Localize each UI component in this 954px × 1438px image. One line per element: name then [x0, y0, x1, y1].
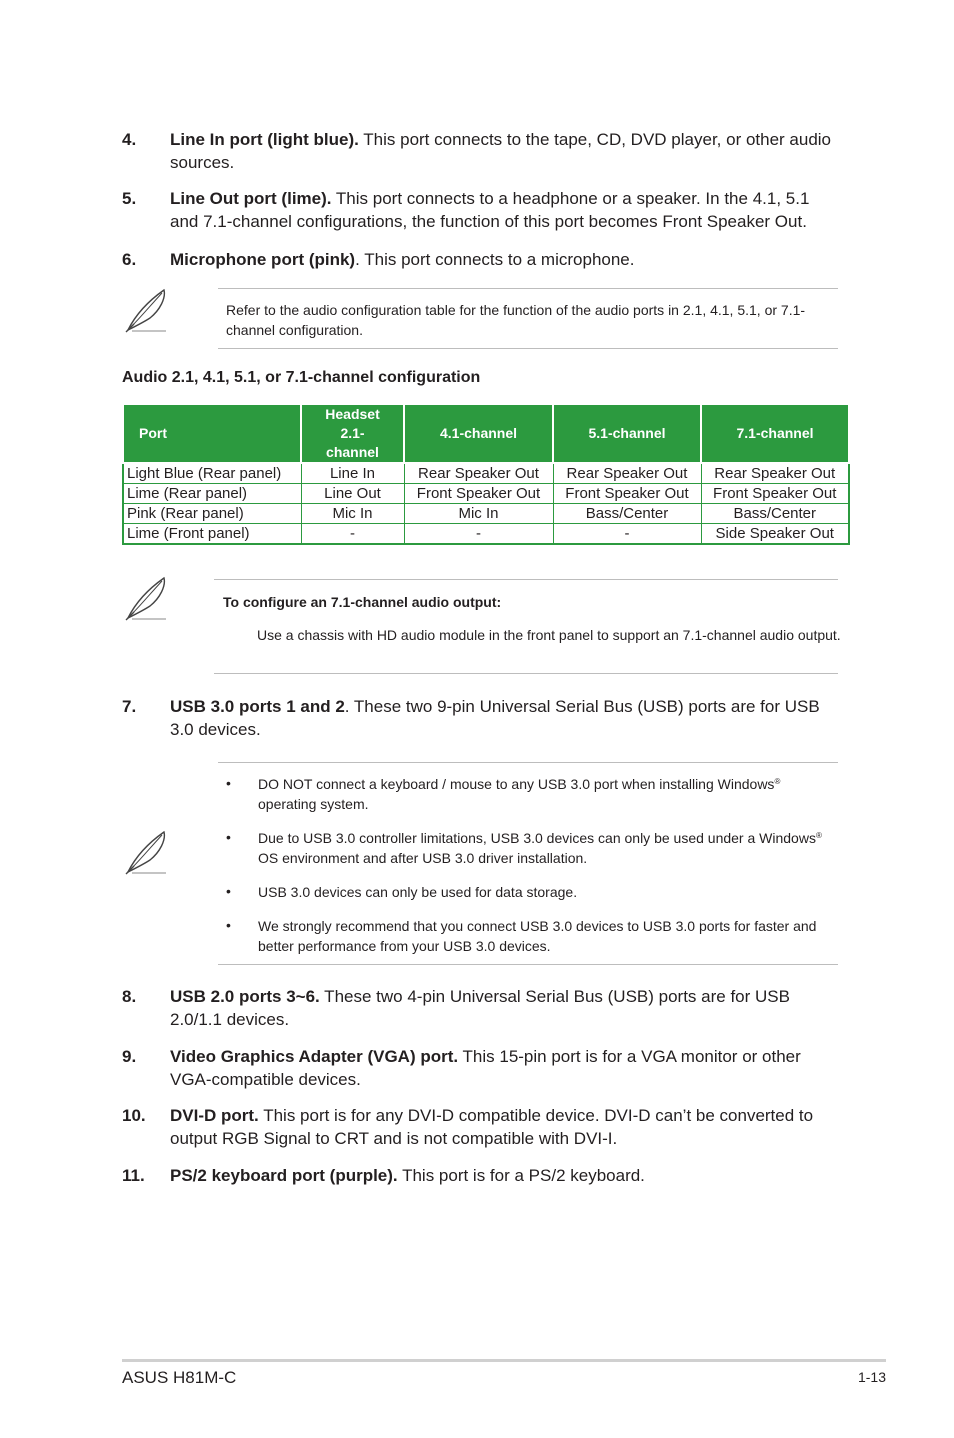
item-title: USB 3.0 ports 1 and 2 [170, 697, 345, 716]
bullet-text-part: USB 3.0 devices can only be used for data storage. [258, 884, 578, 900]
note-divider [218, 762, 838, 763]
table-cell: - [404, 524, 553, 545]
list-item-7 [122, 695, 842, 741]
note-divider [218, 288, 838, 289]
bullet-text-part: We strongly recommend that you connect USB 3.0 devices to USB 3.0 ports for faster and better performance from your USB 3.0 devices. [258, 918, 817, 954]
item-number: 5. [122, 189, 137, 208]
footer-rule [122, 1359, 886, 1362]
item-text: These two 4-pin Universal Serial Bus (USB) ports are for USB 2.0/1.1 devices. [170, 987, 790, 1029]
table-cell: Mic In [404, 504, 553, 524]
registered-mark: ® [774, 777, 781, 786]
list-item-8 [122, 985, 842, 1031]
item-number: 4. [122, 130, 137, 149]
table-cell: - [301, 524, 404, 545]
table-row [123, 524, 849, 545]
table-cell: Line Out [301, 484, 404, 504]
item-text: This port connects to the tape, CD, DVD player, or other audio sources. [170, 130, 832, 172]
bullet-icon: • [226, 883, 231, 899]
note-text: Use a chassis with HD audio module in the front panel to support an 7.1-channel audio output. [257, 627, 841, 643]
bullet-text [258, 828, 838, 868]
list-item-11 [122, 1164, 842, 1187]
table-row [123, 484, 849, 504]
note-feather-icon [120, 572, 172, 624]
footer-product-name: ASUS H81M-C [122, 1368, 237, 1387]
table-cell: Bass/Center [553, 504, 701, 524]
list-item-9 [122, 1045, 842, 1091]
list-item-5 [122, 187, 842, 233]
item-text: . This port connects to a microphone. [355, 250, 635, 269]
note-divider [214, 579, 838, 580]
table-cell: Rear Speaker Out [404, 463, 553, 484]
table-title: Audio 2.1, 4.1, 5.1, or 7.1-channel configuration [122, 369, 481, 386]
table-row [123, 504, 849, 524]
note-divider [218, 348, 838, 349]
header-7-1: 7.1-channel [701, 404, 849, 463]
item-text: This port is for any DVI-D compatible device. DVI-D can’t be converted to output RGB Signal to CRT and is not compatible with DVI-I. [170, 1106, 814, 1148]
table-cell: Mic In [301, 504, 404, 524]
bullet-icon: • [226, 917, 231, 933]
bullet-text-part: Due to USB 3.0 controller limitations, USB 3.0 devices can only be used under a Windows [258, 830, 816, 846]
item-title: Line In port (light blue). [170, 130, 359, 149]
item-number: 6. [122, 250, 137, 269]
table-cell: Bass/Center [701, 504, 849, 524]
note-divider [214, 673, 838, 674]
table-cell: Front Speaker Out [701, 484, 849, 504]
item-title: Video Graphics Adapter (VGA) port. [170, 1047, 459, 1066]
table-cell: Rear Speaker Out [553, 463, 701, 484]
table-row [123, 463, 849, 484]
list-item-10 [122, 1104, 842, 1150]
bullet-text-part: OS environment and after USB 3.0 driver installation. [258, 850, 588, 866]
header-5-1: 5.1-channel [553, 404, 701, 463]
list-item-6 [122, 248, 842, 271]
item-title: USB 2.0 ports 3~6. [170, 987, 320, 1006]
note-text: Refer to the audio configuration table for the function of the audio ports in 2.1, 4.1, 5.1, or 7.1-channel configuration. [226, 302, 806, 338]
table-cell: Light Blue (Rear panel) [123, 463, 301, 484]
item-title: PS/2 keyboard port (purple). [170, 1166, 398, 1185]
item-number: 11. [122, 1166, 145, 1185]
item-title: DVI-D port. [170, 1106, 259, 1125]
item-number: 10. [122, 1106, 146, 1125]
registered-mark: ® [815, 831, 822, 840]
table-cell: Line In [301, 463, 404, 484]
item-text: This port connects to a headphone or a speaker. In the 4.1, 5.1 and 7.1-channel configurations, the function of this port becomes Front Speaker Out. [170, 189, 810, 231]
bullet-text [258, 916, 838, 956]
item-number: 7. [122, 697, 137, 716]
table-header-row [123, 404, 849, 463]
item-text: . These two 9-pin Universal Serial Bus (USB) ports are for USB 3.0 devices. [170, 697, 820, 739]
note-title: To configure an 7.1-channel audio output: [223, 594, 502, 610]
bullet-text [258, 882, 838, 902]
table-cell: - [553, 524, 701, 545]
item-text: This 15-pin port is for a VGA monitor or other VGA-compatible devices. [170, 1047, 801, 1089]
bullet-text [258, 774, 838, 814]
item-number: 9. [122, 1047, 137, 1066]
note-divider [218, 964, 838, 965]
bullet-text-part: operating system. [258, 796, 369, 812]
table-cell: Lime (Rear panel) [123, 484, 301, 504]
bullet-icon: • [226, 829, 231, 845]
audio-config-table [122, 403, 850, 545]
item-text: This port is for a PS/2 keyboard. [397, 1166, 645, 1185]
list-item-4 [122, 128, 842, 174]
header-4-1: 4.1-channel [404, 404, 553, 463]
note-feather-icon [120, 284, 172, 336]
table-cell: Pink (Rear panel) [123, 504, 301, 524]
table-cell: Side Speaker Out [701, 524, 849, 545]
header-port: Port [123, 404, 301, 463]
item-number: 8. [122, 987, 137, 1006]
item-title: Microphone port (pink) [170, 250, 356, 269]
bullet-text-part: DO NOT connect a keyboard / mouse to any USB 3.0 port when installing Windows [258, 776, 775, 792]
page-number: 1-13 [857, 1369, 886, 1385]
bullet-icon: • [226, 775, 231, 791]
table-cell: Front Speaker Out [404, 484, 553, 504]
header-headset: Headset 2.1-channel [301, 404, 404, 463]
table-cell: Front Speaker Out [553, 484, 701, 504]
table-cell: Lime (Front panel) [123, 524, 301, 545]
item-title: Line Out port (lime). [170, 189, 332, 208]
table-cell: Rear Speaker Out [701, 463, 849, 484]
note-feather-icon [120, 826, 172, 878]
